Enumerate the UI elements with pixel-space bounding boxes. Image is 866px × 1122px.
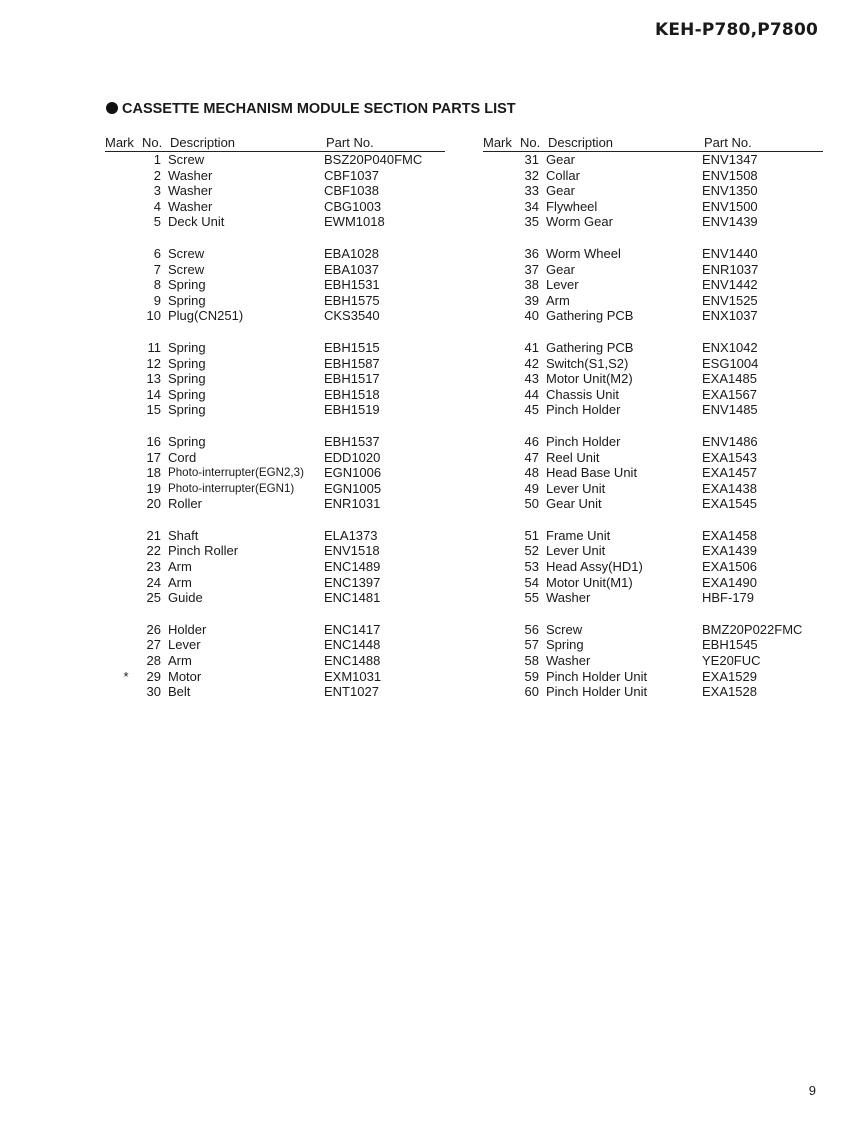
table-row [483, 308, 823, 324]
row-number: 25 [146, 590, 161, 606]
row-description: Worm Gear [546, 214, 613, 230]
row-number: 54 [524, 574, 539, 590]
row-number: 57 [524, 637, 539, 653]
row-part-number: EXA1438 [702, 480, 757, 496]
header-no: No. [142, 135, 163, 150]
row-description: Worm Wheel [546, 245, 621, 261]
table-row [105, 496, 445, 512]
row-description: Washer [168, 198, 213, 214]
row-part-number: EBH1515 [324, 339, 380, 355]
row-description: Pinch Holder [546, 402, 621, 418]
row-number: 41 [524, 339, 539, 355]
table-row [483, 637, 823, 653]
table-row [483, 340, 823, 356]
header-part-no: Part No. [704, 135, 752, 150]
table-row [105, 450, 445, 466]
row-part-number: EGN1005 [324, 480, 382, 496]
row-part-number: CKS3540 [324, 308, 380, 324]
row-description: Spring [168, 371, 206, 387]
table-row [483, 246, 823, 262]
groups-right [483, 152, 823, 700]
row-description: Lever Unit [546, 480, 606, 496]
row-description: Head Base Unit [546, 465, 638, 481]
table-row [483, 402, 823, 418]
row-number: 1 [153, 152, 161, 167]
row-part-number: ENC1481 [324, 590, 381, 606]
row-part-number: HBF-179 [702, 590, 755, 606]
row-part-number: ENX1042 [702, 339, 758, 355]
row-part-number: EXA1567 [702, 386, 757, 402]
column-header-right [483, 135, 823, 150]
row-description: Motor Unit(M1) [546, 574, 633, 590]
row-part-number: EBH1519 [324, 402, 380, 418]
row-description: Gear Unit [546, 496, 602, 512]
table-row [105, 559, 445, 575]
table-row [105, 481, 445, 497]
row-description: Gathering PCB [546, 308, 634, 324]
row-number: 22 [146, 543, 161, 559]
table-row [483, 262, 823, 278]
table-row [483, 543, 823, 559]
header-mark: Mark [483, 135, 512, 150]
row-description: Gear [546, 183, 575, 199]
table-row [105, 262, 445, 278]
row-number: 20 [146, 496, 161, 512]
page-number: 9 [808, 1083, 816, 1098]
table-row [483, 465, 823, 481]
row-number: 60 [524, 684, 539, 700]
row-description: Washer [546, 653, 591, 669]
row-number: 42 [524, 355, 539, 371]
table-row [483, 622, 823, 638]
row-description: Chassis Unit [546, 386, 619, 402]
table-row [105, 528, 445, 544]
row-description: Switch(S1,S2) [546, 355, 629, 371]
row-description: Roller [168, 496, 202, 512]
row-description: Motor [168, 668, 202, 684]
row-part-number: ENC1489 [324, 559, 381, 575]
table-row [105, 183, 445, 199]
row-number: 32 [524, 167, 539, 183]
row-number: 43 [524, 371, 539, 387]
row-part-number: EWM1018 [324, 214, 385, 230]
table-row [105, 214, 445, 230]
row-part-number: EXA1439 [702, 543, 757, 559]
row-part-number: ENV1525 [702, 292, 758, 308]
parts-group [105, 434, 445, 512]
row-part-number: ENC1397 [324, 574, 381, 590]
row-part-number: EXA1506 [702, 559, 757, 575]
table-row [483, 356, 823, 372]
row-description: Spring [168, 277, 206, 293]
row-description: Shaft [168, 527, 199, 543]
table-row [105, 669, 445, 685]
parts-group [105, 152, 445, 230]
table-row [483, 481, 823, 497]
row-description: Flywheel [546, 198, 598, 214]
row-part-number: ENR1031 [324, 496, 381, 512]
row-part-number: EBH1575 [324, 292, 380, 308]
row-description: Spring [168, 292, 206, 308]
row-description: Motor Unit(M2) [546, 371, 633, 387]
row-number: 51 [524, 527, 539, 543]
row-part-number: EBH1537 [324, 433, 380, 449]
row-part-number: ENV1439 [702, 214, 758, 230]
row-part-number: ENT1027 [324, 684, 379, 700]
row-part-number: BMZ20P022FMC [702, 621, 803, 637]
row-description: Photo-interrupter(EGN2,3) [168, 466, 304, 480]
row-part-number: ENR1037 [702, 261, 759, 277]
row-description: Lever [546, 277, 579, 293]
table-row [483, 590, 823, 606]
table-row [105, 465, 445, 481]
row-description: Arm [168, 574, 192, 590]
row-description: Spring [168, 355, 206, 371]
row-number: 36 [524, 245, 539, 261]
table-row [483, 528, 823, 544]
row-description: Cord [168, 449, 197, 465]
row-description: Head Assy(HD1) [546, 559, 643, 575]
row-description: Spring [168, 433, 206, 449]
table-row [483, 277, 823, 293]
row-part-number: BSZ20P040FMC [324, 152, 423, 167]
table-row [483, 152, 823, 168]
parts-group [105, 528, 445, 606]
table-row [105, 371, 445, 387]
table-row [483, 684, 823, 700]
row-description: Guide [168, 590, 203, 606]
row-part-number: EXA1543 [702, 449, 757, 465]
table-row [483, 496, 823, 512]
row-part-number: ESG1004 [702, 355, 759, 371]
row-part-number: ELA1373 [324, 527, 378, 543]
row-number: 2 [153, 167, 161, 183]
row-part-number: EXA1490 [702, 574, 757, 590]
row-number: 59 [524, 668, 539, 684]
row-part-number: EXA1545 [702, 496, 757, 512]
row-number: 55 [524, 590, 539, 606]
table-row [483, 559, 823, 575]
table-row [105, 152, 445, 168]
row-part-number: EBH1517 [324, 371, 380, 387]
row-description: Collar [546, 167, 580, 183]
row-part-number: ENV1500 [702, 198, 758, 214]
table-row [105, 356, 445, 372]
parts-group [483, 246, 823, 324]
row-number: 14 [146, 386, 161, 402]
section-title [106, 101, 516, 117]
row-description: Frame Unit [546, 527, 611, 543]
row-description: Pinch Roller [168, 543, 239, 559]
row-description: Reel Unit [546, 449, 600, 465]
table-row [483, 669, 823, 685]
parts-group [105, 246, 445, 324]
parts-group [105, 340, 445, 418]
table-row [105, 590, 445, 606]
table-row [105, 575, 445, 591]
row-number: 13 [146, 371, 161, 387]
row-number: 6 [153, 245, 161, 261]
row-number: 15 [146, 402, 161, 418]
row-number: 26 [146, 621, 161, 637]
row-description: Spring [168, 339, 206, 355]
table-row [105, 622, 445, 638]
parts-group [483, 622, 823, 700]
row-number: 44 [524, 386, 539, 402]
row-number: 24 [146, 574, 161, 590]
row-number: 10 [146, 308, 161, 324]
row-number: 7 [153, 261, 161, 277]
row-description: Washer [546, 590, 591, 606]
row-number: 53 [524, 559, 539, 575]
row-number: 48 [524, 465, 539, 481]
row-description: Arm [546, 292, 570, 308]
row-description: Spring [168, 402, 206, 418]
row-description: Screw [168, 245, 205, 261]
header-description: Description [548, 135, 614, 150]
row-part-number: EXA1528 [702, 684, 757, 700]
row-description: Deck Unit [168, 214, 225, 230]
row-description: Gear [546, 261, 575, 277]
row-number: 50 [524, 496, 539, 512]
row-number: 34 [524, 198, 539, 214]
row-description: Pinch Holder Unit [546, 684, 648, 700]
table-row [105, 434, 445, 450]
row-description: Pinch Holder Unit [546, 668, 648, 684]
row-part-number: ENC1488 [324, 653, 381, 669]
table-row [483, 434, 823, 450]
row-description: Arm [168, 653, 192, 669]
row-number: 17 [146, 449, 161, 465]
header-mark: Mark [105, 135, 134, 150]
table-row [483, 387, 823, 403]
row-number: 49 [524, 480, 539, 496]
row-number: 19 [146, 480, 161, 496]
row-number: 5 [153, 214, 161, 230]
table-row [483, 168, 823, 184]
row-number: 18 [146, 465, 161, 481]
column-header-left [105, 135, 445, 150]
row-description: Arm [168, 559, 192, 575]
row-number: 31 [524, 152, 539, 167]
row-description: Plug(CN251) [168, 308, 244, 324]
row-description: Belt [168, 684, 191, 700]
row-number: 37 [524, 261, 539, 277]
row-number: 12 [146, 355, 161, 371]
table-row [105, 168, 445, 184]
parts-group [483, 528, 823, 606]
row-part-number: EXA1458 [702, 527, 757, 543]
table-row [105, 277, 445, 293]
row-number: 38 [524, 277, 539, 293]
row-part-number: EBH1587 [324, 355, 380, 371]
table-row [483, 450, 823, 466]
row-number: 29 [146, 668, 161, 684]
table-row [483, 371, 823, 387]
row-number: 8 [153, 277, 161, 293]
row-part-number: ENV1485 [702, 402, 758, 418]
table-row [483, 575, 823, 591]
row-number: 58 [524, 653, 539, 669]
row-number: 52 [524, 543, 539, 559]
table-row [483, 293, 823, 309]
table-row [105, 340, 445, 356]
row-number: 33 [524, 183, 539, 199]
row-number: 4 [153, 198, 161, 214]
parts-group [105, 622, 445, 700]
row-number: 3 [153, 183, 161, 199]
row-description: Pinch Holder [546, 433, 621, 449]
row-description: Screw [168, 152, 205, 167]
bullet-icon [106, 102, 118, 114]
row-number: 16 [146, 433, 161, 449]
row-part-number: EBH1531 [324, 277, 380, 293]
row-part-number: EBA1028 [324, 245, 379, 261]
row-description: Lever [168, 637, 201, 653]
row-part-number: ENV1518 [324, 543, 380, 559]
row-part-number: ENC1448 [324, 637, 381, 653]
table-row [105, 543, 445, 559]
row-number: 9 [153, 292, 161, 308]
table-row [105, 246, 445, 262]
header-description: Description [170, 135, 236, 150]
table-row [483, 199, 823, 215]
row-number: 39 [524, 292, 539, 308]
table-row [105, 308, 445, 324]
table-row [105, 387, 445, 403]
row-description: Holder [168, 621, 207, 637]
row-part-number: EXA1529 [702, 668, 757, 684]
row-part-number: ENV1440 [702, 245, 758, 261]
row-part-number: ENX1037 [702, 308, 758, 324]
table-row [105, 653, 445, 669]
row-part-number: CBG1003 [324, 198, 382, 214]
row-part-number: ENV1442 [702, 277, 758, 293]
row-number: 27 [146, 637, 161, 653]
row-part-number: ENV1347 [702, 152, 758, 167]
table-row [105, 199, 445, 215]
parts-group [483, 152, 823, 230]
parts-list-left [105, 135, 445, 700]
row-description: Screw [546, 621, 583, 637]
row-part-number: YE20FUC [702, 653, 761, 669]
row-mark: * [123, 668, 129, 684]
table-row [483, 183, 823, 199]
header-part-no: Part No. [326, 135, 374, 150]
row-number: 23 [146, 559, 161, 575]
row-part-number: EXA1457 [702, 465, 757, 481]
row-number: 56 [524, 621, 539, 637]
table-row [105, 402, 445, 418]
table-row [105, 637, 445, 653]
parts-list-right [483, 135, 823, 700]
row-number: 11 [147, 339, 161, 355]
row-part-number: EGN1006 [324, 465, 382, 481]
row-description: Washer [168, 167, 213, 183]
section-title-text: CASSETTE MECHANISM MODULE SECTION PARTS LIST [122, 101, 516, 117]
header-no: No. [520, 135, 541, 150]
row-part-number: ENV1486 [702, 433, 758, 449]
row-part-number: EBH1518 [324, 386, 380, 402]
row-number: 46 [524, 433, 539, 449]
table-row [483, 214, 823, 230]
row-part-number: EBH1545 [702, 637, 758, 653]
groups-left [105, 152, 445, 700]
parts-group [483, 434, 823, 512]
row-description: Screw [168, 261, 205, 277]
row-part-number: CBF1038 [324, 183, 379, 199]
row-description: Spring [546, 637, 584, 653]
row-description: Lever Unit [546, 543, 606, 559]
row-description: Spring [168, 386, 206, 402]
row-part-number: CBF1037 [324, 167, 379, 183]
row-description: Photo-interrupter(EGN1) [168, 481, 295, 495]
row-number: 30 [146, 684, 161, 700]
row-part-number: ENV1350 [702, 183, 758, 199]
parts-group [483, 340, 823, 418]
table-row [483, 653, 823, 669]
row-description: Gear [546, 152, 575, 167]
row-number: 21 [146, 527, 161, 543]
table-row [105, 684, 445, 700]
row-number: 45 [524, 402, 539, 418]
row-number: 47 [524, 449, 539, 465]
row-description: Washer [168, 183, 213, 199]
model-number: KEH-P780,P7800 [654, 20, 818, 40]
table-row [105, 293, 445, 309]
row-number: 28 [146, 653, 161, 669]
row-description: Gathering PCB [546, 339, 634, 355]
row-part-number: ENV1508 [702, 167, 758, 183]
row-part-number: EXA1485 [702, 371, 757, 387]
row-part-number: EBA1037 [324, 261, 379, 277]
row-number: 35 [524, 214, 539, 230]
row-part-number: EXM1031 [324, 668, 382, 684]
row-part-number: ENC1417 [324, 621, 381, 637]
row-part-number: EDD1020 [324, 449, 381, 465]
row-number: 40 [524, 308, 539, 324]
